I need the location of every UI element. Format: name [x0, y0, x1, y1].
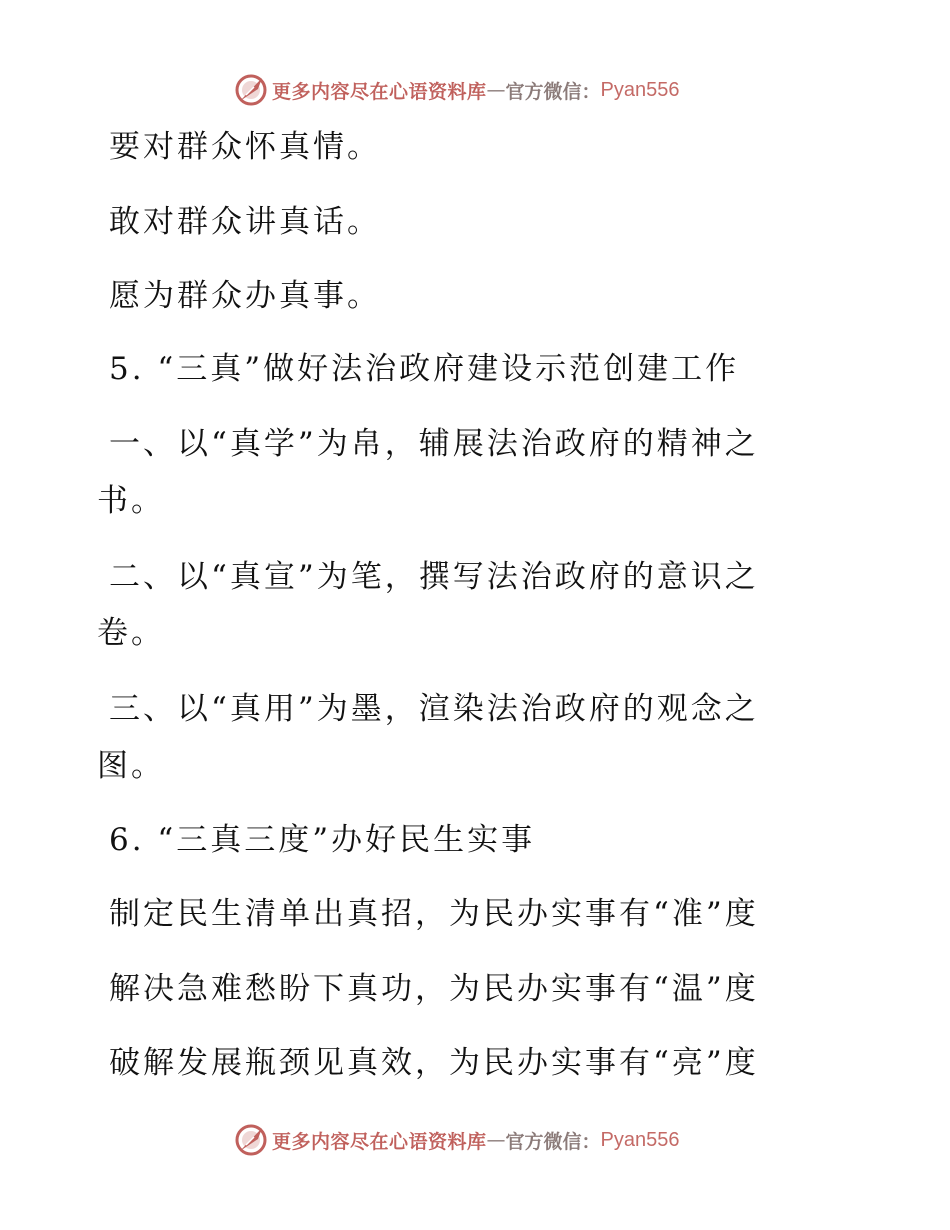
- section-heading-6: 6. “三真三度”办好民生实事: [109, 822, 536, 858]
- watermark-main-text: 更多内容尽在心语资料库: [272, 80, 487, 103]
- text-line-3: 愿为群众办真事。: [109, 278, 381, 314]
- watermark-main-text: 更多内容尽在心语资料库: [272, 1130, 487, 1153]
- quill-seal-icon: [234, 73, 268, 107]
- text-line-5: 一、以“真学”为帛，辅展法治政府的精神之: [109, 426, 759, 462]
- header-watermark: [234, 72, 754, 108]
- watermark-wechat-id: Pyan556: [600, 78, 680, 101]
- text-line-13: 解决急难愁盼下真功，为民办实事有“温”度: [109, 971, 759, 1007]
- text-line-7: 二、以“真宣”为笔，撰写法治政府的意识之: [109, 559, 759, 595]
- text-line-9: 三、以“真用”为墨，渲染法治政府的观念之: [109, 691, 759, 727]
- text-line-8: 卷。: [97, 615, 165, 651]
- text-line-6: 书。: [97, 483, 165, 519]
- text-line-10: 图。: [97, 748, 165, 784]
- watermark-label: 官方微信：: [505, 80, 601, 103]
- text-line-12: 制定民生清单出真招，为民办实事有“准”度: [109, 896, 759, 932]
- watermark-wechat-id: Pyan556: [600, 1128, 680, 1151]
- text-line-14: 破解发展瓶颈见真效，为民办实事有“亮”度: [109, 1045, 759, 1081]
- footer-watermark: [234, 1122, 754, 1158]
- section-heading-5: 5. “三真”做好法治政府建设示范创建工作: [109, 351, 740, 387]
- watermark-dash: —: [486, 1129, 506, 1151]
- watermark-dash: —: [486, 79, 506, 101]
- text-line-2: 敢对群众讲真话。: [109, 204, 381, 240]
- text-line-1: 要对群众怀真情。: [109, 129, 381, 165]
- quill-seal-icon: [234, 1123, 268, 1157]
- watermark-label: 官方微信：: [505, 1130, 601, 1153]
